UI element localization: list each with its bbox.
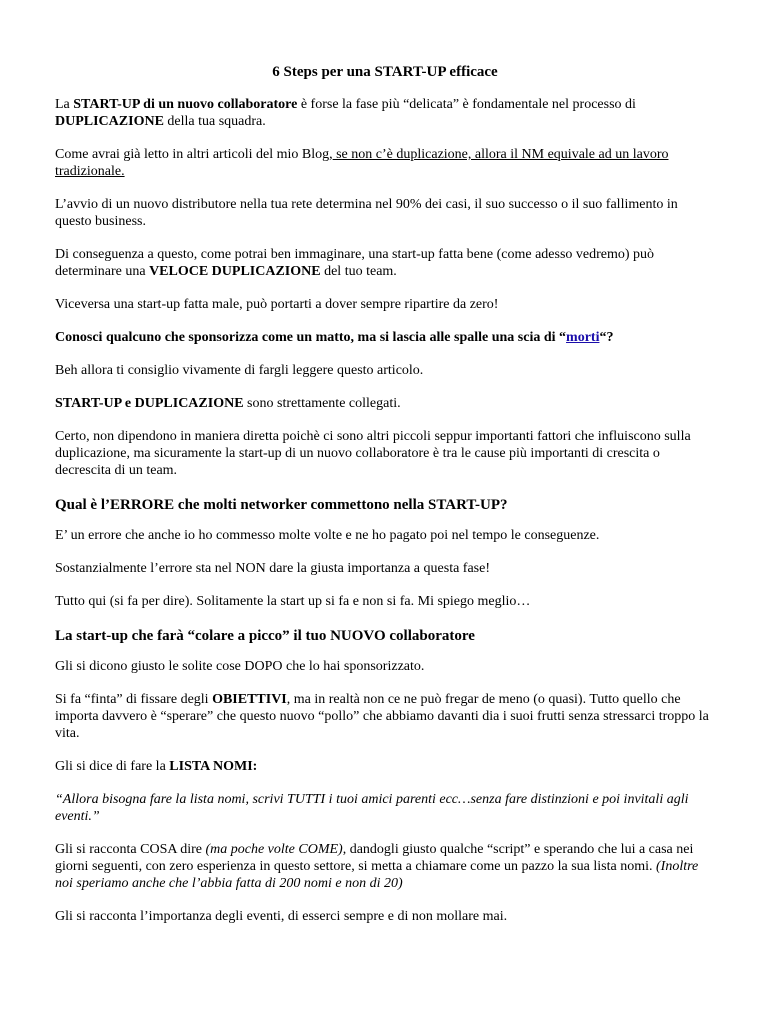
bold-text: Conosci qualcuno che sponsorizza come un matto, ma si lascia alle spalle una scia di “	[55, 330, 567, 345]
text: sono strettamente collegati.	[243, 396, 401, 411]
paragraph-lista-nomi	[55, 758, 715, 775]
paragraph-conosci	[55, 329, 715, 346]
heading-errore: Qual è l’ERRORE che molti networker commettono nella START-UP?	[55, 497, 508, 513]
paragraph-obiettivi	[55, 691, 715, 742]
bold-text: OBIETTIVI	[212, 692, 287, 707]
text: del tuo team.	[320, 264, 397, 279]
bold-text: START-UP di un nuovo collaboratore	[73, 97, 298, 112]
document-title: 6 Steps per una START-UP efficace	[272, 64, 498, 80]
paragraph-startup-duplicazione	[55, 395, 715, 412]
text: , ma in realtà non ce ne può fregar de meno (o quasi). Tutto quello che importa davvero è “sperare” che questo nuovo “pollo” che abbiamo davanti dia i suoi frutti senza stressarci troppo la vita.	[55, 692, 709, 741]
heading-colare-a-picco: La start-up che farà “colare a picco” il tuo NUOVO collaboratore	[55, 628, 475, 644]
text: Gli si dice di fare la	[55, 759, 170, 774]
paragraph-beh: Beh allora ti consiglio vivamente di fargli leggere questo articolo.	[55, 363, 424, 378]
underlined-text: se non c’è duplicazione, allora il NM equivale ad un lavoro tradizionale.	[55, 147, 669, 179]
bold-text: START-UP e DUPLICAZIONE	[55, 396, 244, 411]
italic-text: (ma poche volte COME)	[205, 842, 343, 857]
morti-link[interactable]: morti	[566, 330, 600, 345]
text: , dandogli giusto qualche “script” e sperando che lui a casa nei giorni seguenti, con zero esperienza in questo settore, si metta a chiamare come un pazzo la sua lista nomi.	[55, 842, 694, 874]
paragraph-cosa-dire	[55, 841, 715, 892]
paragraph-avvio: L’avvio di un nuovo distributore nella tua rete determina nel 90% dei casi, il suo successo o il suo fallimento in questo business.	[55, 197, 678, 229]
paragraph-startup-intro	[55, 96, 715, 130]
document-page	[55, 62, 715, 941]
text: Di conseguenza a questo, come potrai ben immaginare, una start-up fatta bene (come adesso vedremo) può determinare una	[55, 247, 655, 279]
italic-text: (Inoltre noi speriamo anche che l’abbia fatta di 200 nomi e non di 20)	[55, 859, 699, 891]
paragraph-viceversa: Viceversa una start-up fatta male, può portarti a dover sempre ripartire da zero!	[55, 297, 499, 312]
quote-lista-nomi: “Allora bisogna fare la lista nomi, scrivi TUTTI i tuoi amici parenti ecc…senza fare distinzioni e poi invitali agli eventi.”	[55, 792, 689, 824]
paragraph-sostanzialmente: Sostanzialmente l’errore sta nel NON dare la giusta importanza a questa fase!	[55, 561, 490, 576]
text: La	[55, 97, 74, 112]
bold-text: LISTA NOMI:	[169, 759, 258, 774]
paragraph-conseguenza	[55, 246, 715, 280]
paragraph-blog	[55, 146, 715, 180]
paragraph-tutto-qui: Tutto qui (si fa per dire). Solitamente la start up si fa e non si fa. Mi spiego meglio…	[55, 594, 531, 609]
bold-text: “?	[599, 330, 614, 345]
paragraph-eventi: Gli si racconta l’importanza degli eventi, di esserci sempre e di non mollare mai.	[55, 909, 508, 924]
paragraph-solite-cose: Gli si dicono giusto le solite cose DOPO che lo hai sponsorizzato.	[55, 659, 425, 674]
paragraph-certo: Certo, non dipendono in maniera diretta poichè ci sono altri piccoli seppur importanti fattori che influiscono sulla duplicazione, ma sicuramente la start-up di un nuovo collaboratore è tra le cause più importanti di crescita o decrescita di un team.	[55, 429, 691, 478]
bold-text: VELOCE DUPLICAZIONE	[149, 264, 321, 279]
bold-text: DUPLICAZIONE	[55, 114, 164, 129]
text: della tua squadra.	[163, 114, 266, 129]
text: Gli si racconta COSA dire	[55, 842, 206, 857]
text: Come avrai già letto in altri articoli del mio Blog,	[55, 147, 333, 162]
text: è forse la fase più “delicata” è fondamentale nel processo di	[297, 97, 636, 112]
text: Si fa “finta” di fissare degli	[55, 692, 213, 707]
paragraph-errore: E’ un errore che anche io ho commesso molte volte e ne ho pagato poi nel tempo le conseguenze.	[55, 528, 600, 543]
